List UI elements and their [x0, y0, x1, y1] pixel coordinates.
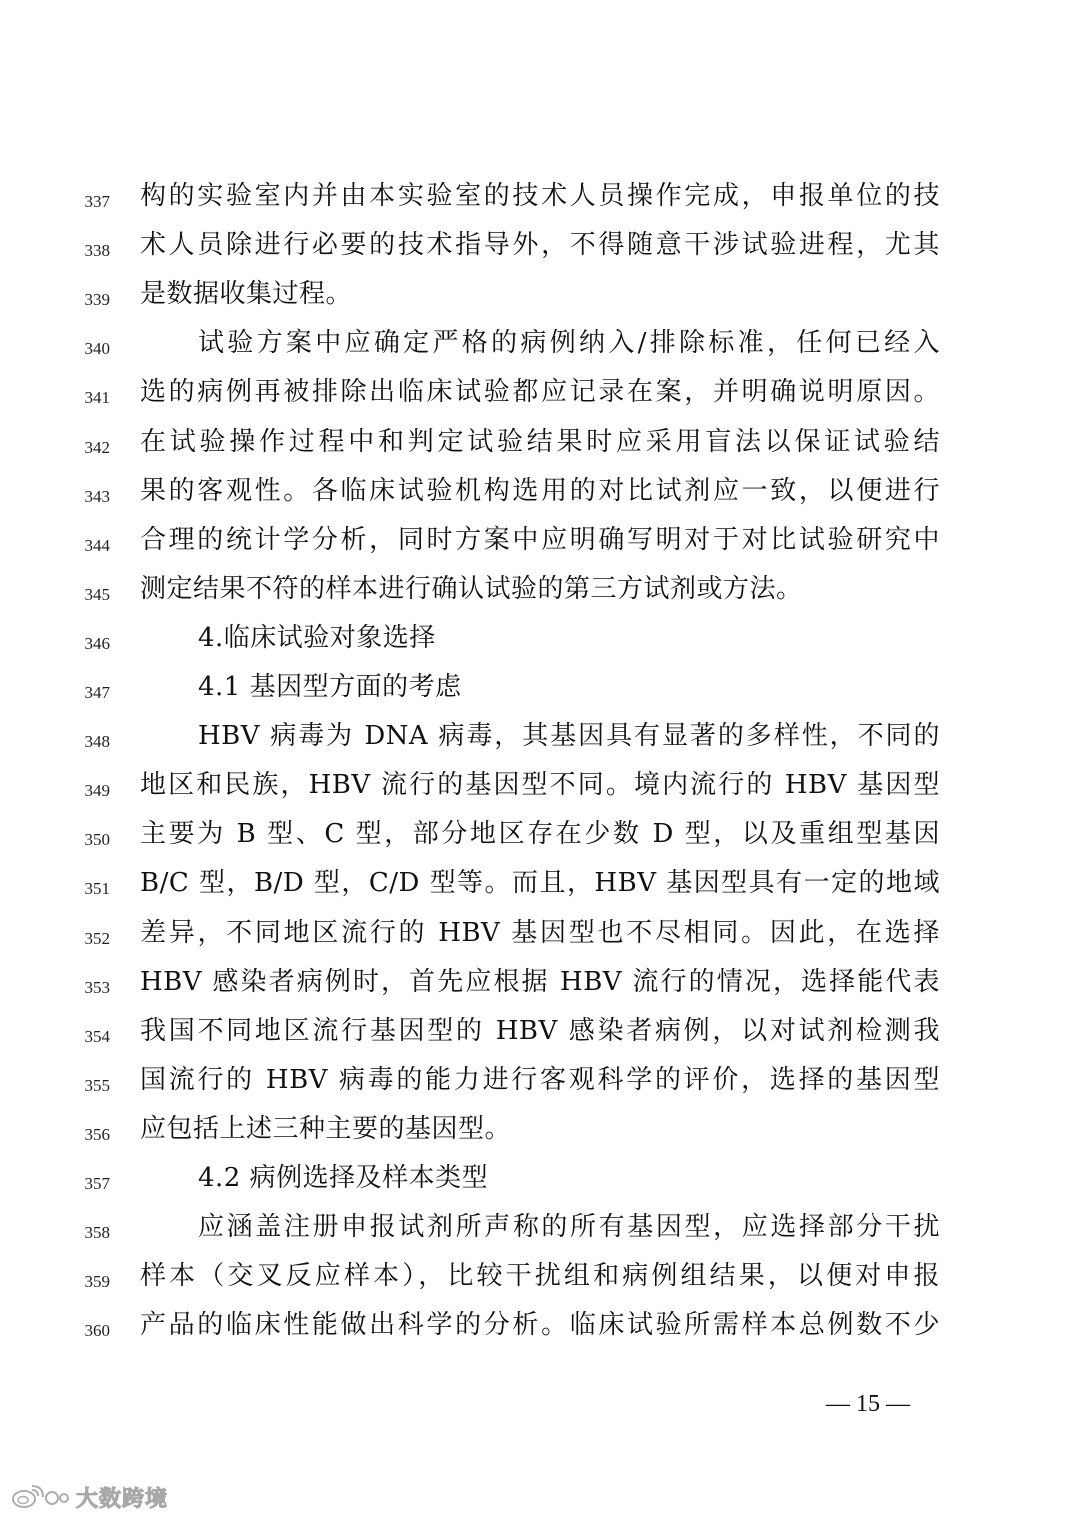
document-line	[0, 276, 1080, 325]
document-line	[0, 1111, 1080, 1160]
document-line	[0, 424, 1080, 473]
document-line	[0, 718, 1080, 767]
line-number: 347	[84, 683, 110, 702]
line-text: 构的实验室内并由本实验室的技术人员操作完成，申报单位的技	[140, 181, 940, 211]
line-text: 合理的统计学分析，同时方案中应明确写明对于对比试验研究中	[140, 524, 940, 555]
line-text: HBV 感染者病例时，首先应根据 HBV 流行的情况，选择能代表	[140, 966, 940, 997]
document-line	[0, 325, 1080, 374]
line-number: 352	[84, 928, 110, 948]
page-number: — 15 —	[826, 1391, 910, 1417]
line-text: 应包括上述三种主要的基因型。	[140, 1113, 512, 1144]
line-text: 是数据收集过程。	[140, 279, 353, 310]
document-line	[0, 620, 1080, 669]
line-number: 351	[84, 879, 110, 899]
watermark-text: 大数跨境	[76, 1486, 169, 1512]
line-number: 358	[84, 1223, 110, 1243]
line-number: 356	[84, 1124, 110, 1144]
line-number: 357	[84, 1174, 110, 1193]
document-line	[0, 1307, 1080, 1356]
weibo-logo-icon	[10, 1484, 70, 1510]
line-text: 选的病例再被排除出临床试验都应记录在案，并明确说明原因。	[140, 377, 940, 408]
line-number: 345	[84, 584, 110, 604]
document-line	[0, 865, 1080, 914]
line-number: 353	[84, 977, 110, 997]
line-number: 349	[84, 781, 110, 801]
line-number: 337	[84, 192, 110, 211]
document-line	[0, 915, 1080, 964]
document-line	[0, 178, 1080, 227]
line-number: 355	[84, 1075, 110, 1095]
line-text: 试验方案中应确定严格的病例纳入/排除标准，任何已经入	[198, 328, 940, 359]
line-text: 果的客观性。各临床试验机构选用的对比试剂应一致，以便进行	[140, 475, 940, 506]
document-line	[0, 1013, 1080, 1062]
line-text: 产品的临床性能做出科学的分析。临床试验所需样本总例数不少	[140, 1310, 940, 1341]
document-line	[0, 1160, 1080, 1209]
line-text: 地区和民族，HBV 流行的基因型不同。境内流行的 HBV 基因型	[140, 770, 940, 801]
line-number: 346	[84, 633, 110, 653]
document-line	[0, 374, 1080, 423]
document-line	[0, 1062, 1080, 1111]
document-line	[0, 964, 1080, 1013]
document-line	[0, 669, 1080, 718]
line-text: B/C 型，B/D 型，C/D 型等。而且，HBV 基因型具有一定的地域	[140, 868, 940, 899]
document-line	[0, 767, 1080, 816]
line-number: 350	[84, 830, 110, 850]
line-text: 4.1 基因型方面的考虑	[198, 672, 462, 702]
line-number: 343	[84, 486, 110, 506]
line-text: 4.2 病例选择及样本类型	[198, 1163, 489, 1193]
line-number: 344	[84, 535, 110, 555]
document-line	[0, 1209, 1080, 1258]
line-number: 348	[84, 732, 110, 752]
line-number: 354	[84, 1026, 110, 1046]
line-number: 360	[84, 1321, 110, 1341]
line-text: 国流行的 HBV 病毒的能力进行客观科学的评价，选择的基因型	[140, 1064, 940, 1095]
document-line	[0, 227, 1080, 276]
line-text: 样本（交叉反应样本），比较干扰组和病例组结果，以便对申报	[140, 1261, 940, 1292]
line-number: 341	[84, 388, 110, 408]
line-text: 在试验操作过程中和判定试验结果时应采用盲法以保证试验结	[140, 426, 940, 457]
line-text: 我国不同地区流行基因型的 HBV 感染者病例，以对试剂检测我	[140, 1015, 940, 1046]
line-text: 4.临床试验对象选择	[198, 622, 436, 653]
watermark	[10, 1482, 168, 1512]
line-text: 应涵盖注册申报试剂所声称的所有基因型，应选择部分干扰	[198, 1212, 940, 1243]
line-text: 术人员除进行必要的技术指导外，不得随意干涉试验进程，尤其	[140, 230, 940, 261]
document-line	[0, 473, 1080, 522]
document-line	[0, 1258, 1080, 1307]
line-number: 339	[84, 290, 110, 310]
document-line	[0, 522, 1080, 571]
line-text: 主要为 B 型、C 型，部分地区存在少数 D 型，以及重组型基因	[140, 819, 940, 850]
line-text: 测定结果不符的样本进行确认试验的第三方试剂或方法。	[140, 573, 803, 604]
line-number: 340	[84, 339, 110, 359]
line-number: 338	[84, 241, 110, 261]
line-number: 342	[84, 437, 110, 457]
document-line	[0, 816, 1080, 865]
line-number: 359	[84, 1272, 110, 1292]
document-line	[0, 571, 1080, 620]
line-text: HBV 病毒为 DNA 病毒，其基因具有显著的多样性，不同的	[198, 721, 940, 752]
line-text: 差异，不同地区流行的 HBV 基因型也不尽相同。因此，在选择	[140, 917, 940, 948]
